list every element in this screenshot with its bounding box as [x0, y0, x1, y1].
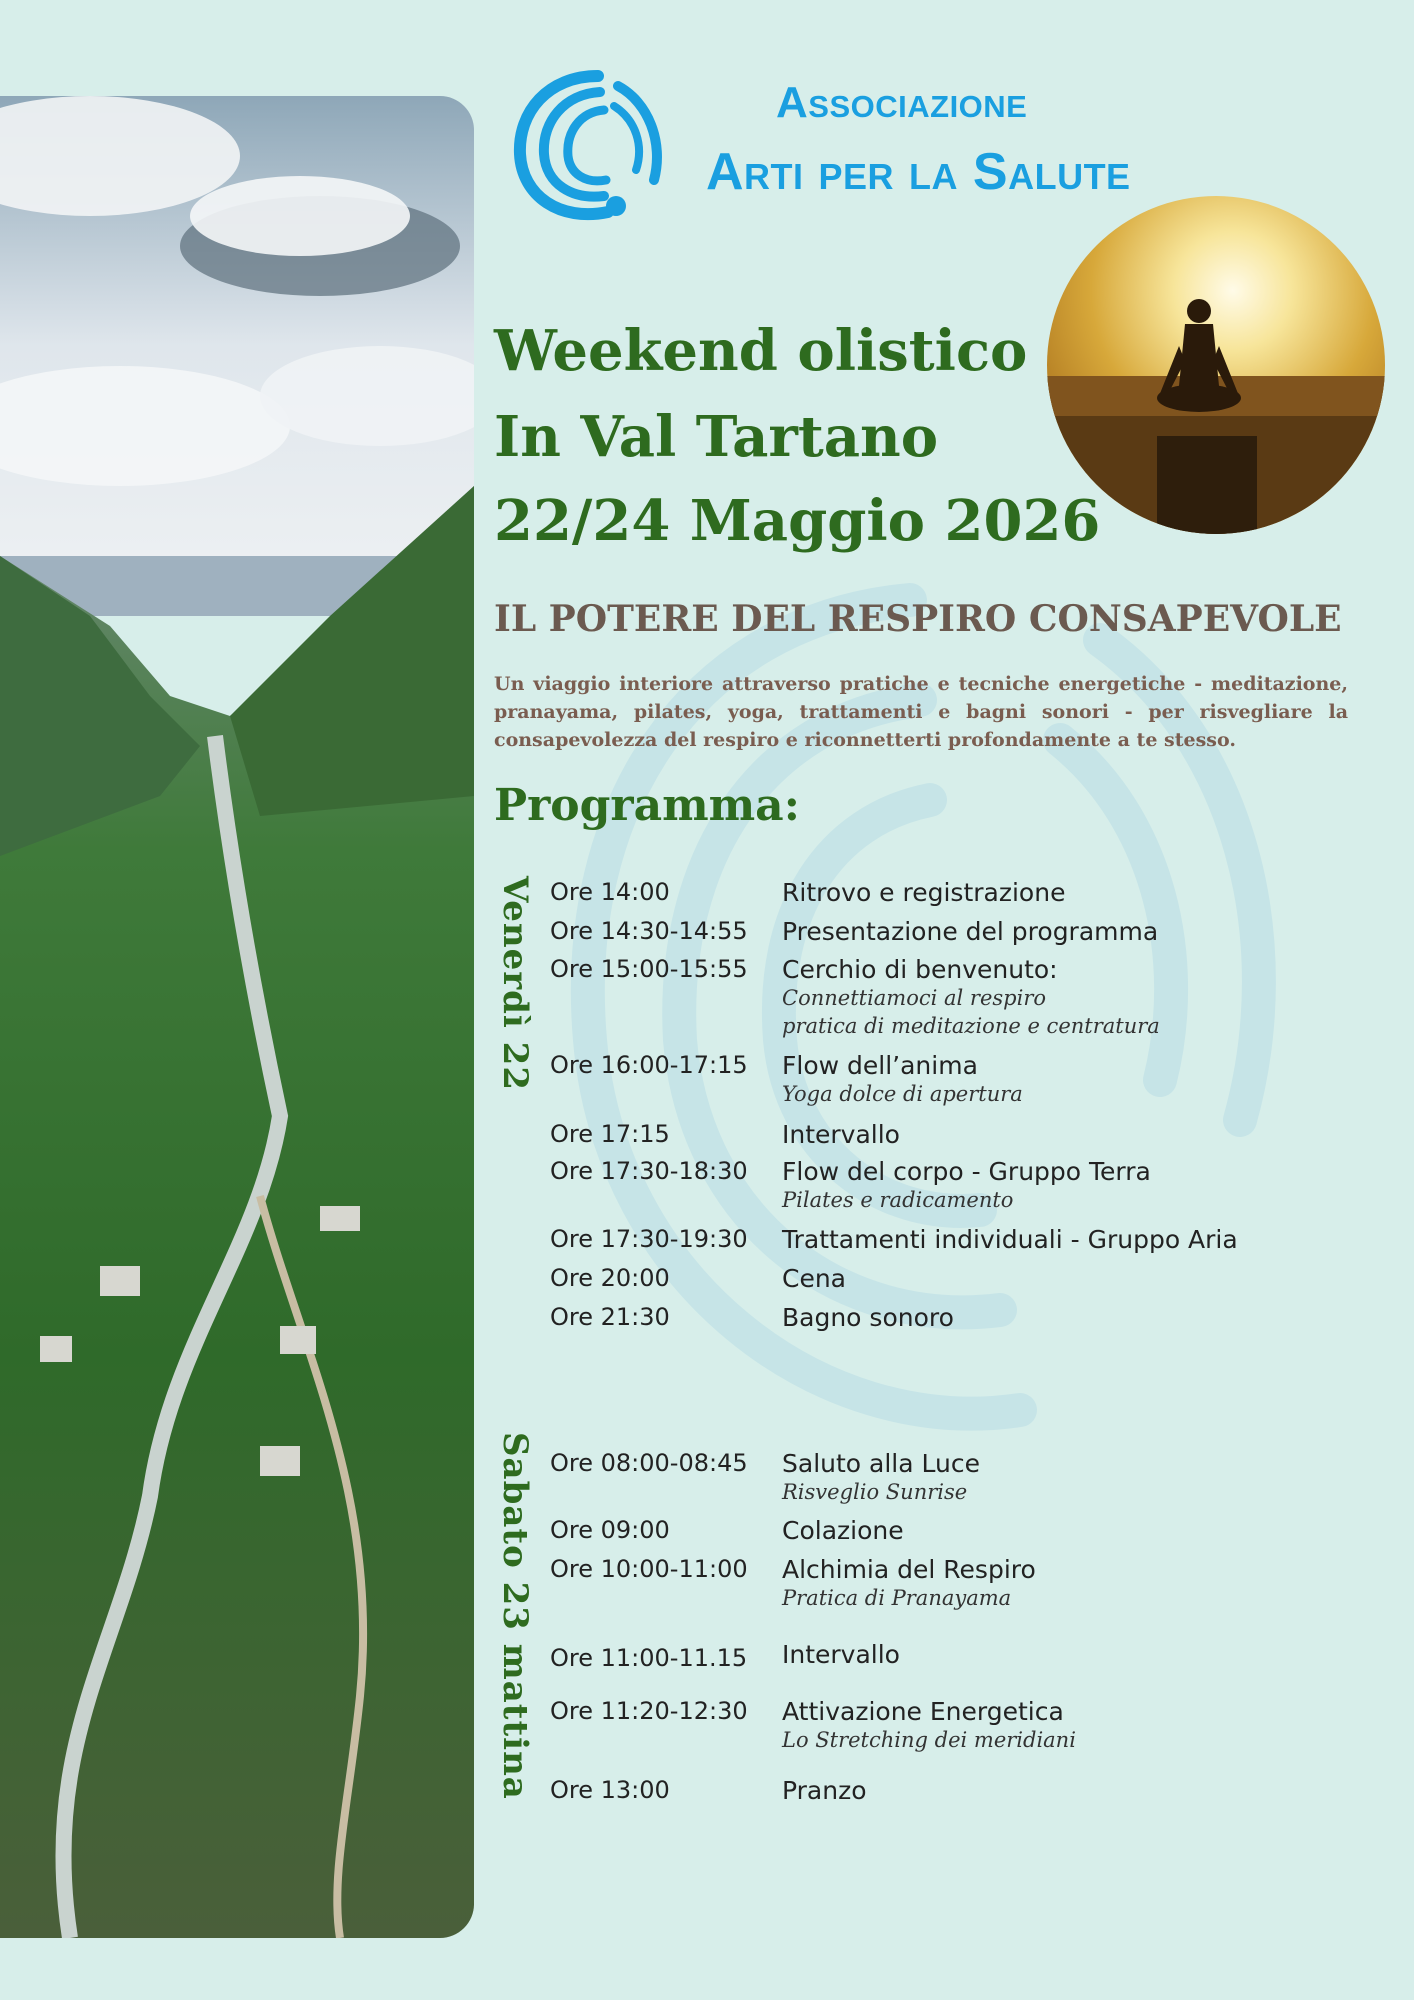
program-heading: Programma: [494, 780, 800, 831]
activity-title: Intervallo [782, 1640, 900, 1669]
schedule-time: Ore 11:00-11.15 [550, 1644, 748, 1672]
schedule-activity [782, 917, 1372, 946]
schedule-time: Ore 21:30 [550, 1303, 670, 1331]
activity-title: Alchimia del Respiro [782, 1555, 1036, 1584]
activity-title: Flow del corpo - Gruppo Terra [782, 1157, 1151, 1186]
schedule-activity [782, 1555, 1372, 1612]
association-name-line2: Arti per la Salute [706, 143, 1131, 201]
event-subtitle: IL POTERE DEL RESPIRO CONSAPEVOLE [494, 598, 1342, 640]
schedule-activity [782, 1051, 1372, 1108]
schedule-activity [782, 1303, 1372, 1332]
activity-subtitle: Risveglio Sunrise [782, 1480, 968, 1504]
activity-title: Presentazione del programma [782, 917, 1159, 946]
day-label-saturday: Sabato 23 mattina [495, 1432, 535, 1800]
schedule-time: Ore 17:15 [550, 1120, 670, 1148]
schedule-activity [782, 1157, 1372, 1214]
activity-title: Ritrovo e registrazione [782, 878, 1066, 907]
activity-subtitle: Pilates e radicamento [782, 1188, 1014, 1212]
schedule-activity [782, 878, 1372, 907]
activity-title: Attivazione Energetica [782, 1697, 1064, 1726]
activity-title: Cena [782, 1264, 847, 1293]
activity-subtitle: Lo Stretching dei meridiani [782, 1728, 1076, 1752]
schedule-time: Ore 08:00-08:45 [550, 1449, 748, 1477]
activity-subtitle: Yoga dolce di apertura [782, 1082, 1023, 1106]
schedule-activity [782, 1640, 1372, 1669]
schedule-time: Ore 10:00-11:00 [550, 1555, 748, 1583]
activity-title: Saluto alla Luce [782, 1449, 980, 1478]
schedule-time: Ore 20:00 [550, 1264, 670, 1292]
schedule-time: Ore 14:00 [550, 878, 670, 906]
event-title-line1: Weekend olistico [494, 318, 1028, 384]
activity-title: Trattamenti individuali - Gruppo Aria [782, 1225, 1238, 1254]
day-label-friday: Venerdì 22 [495, 876, 535, 1091]
activity-title: Cerchio di benvenuto: [782, 955, 1058, 984]
meditation-sunset-photo [1047, 196, 1385, 534]
schedule-activity [782, 1776, 1372, 1805]
schedule-activity [782, 1697, 1372, 1754]
schedule-time: Ore 11:20-12:30 [550, 1697, 748, 1725]
event-title-dates: 22/24 Maggio 2026 [494, 488, 1101, 554]
activity-title: Intervallo [782, 1120, 900, 1149]
schedule-activity [782, 1225, 1372, 1254]
activity-subtitle: Pratica di Pranayama [782, 1586, 1012, 1610]
activity-title: Colazione [782, 1516, 904, 1545]
activity-title: Flow dell’anima [782, 1051, 978, 1080]
schedule-activity [782, 1120, 1372, 1149]
shell-logo-icon [508, 62, 674, 228]
association-name-line1: Associazione [776, 78, 1028, 127]
schedule-time: Ore 13:00 [550, 1776, 670, 1804]
schedule-time: Ore 16:00-17:15 [550, 1051, 748, 1079]
schedule-time: Ore 15:00-15:55 [550, 955, 748, 983]
schedule-activity [782, 1264, 1372, 1293]
schedule-time: Ore 09:00 [550, 1516, 670, 1544]
mountain-valley-photo [0, 96, 474, 1938]
event-description: Un viaggio interiore attraverso pratiche e tecniche energetiche - meditazione, pranayama, pilates, yoga, trattamenti e bagni sonori - per risvegliare la consapevolezza del respiro e riconnetterti profondamente a te stesso. [494, 673, 1348, 751]
activity-subtitle: pratica di meditazione e centratura [782, 1014, 1160, 1038]
schedule-activity [782, 1516, 1372, 1545]
activity-title: Bagno sonoro [782, 1303, 954, 1332]
schedule-time: Ore 14:30-14:55 [550, 917, 748, 945]
activity-title: Pranzo [782, 1776, 867, 1805]
schedule-activity [782, 1449, 1372, 1506]
schedule-time: Ore 17:30-19:30 [550, 1225, 748, 1253]
schedule-time: Ore 17:30-18:30 [550, 1157, 748, 1185]
event-title-line2: In Val Tartano [494, 404, 939, 470]
activity-subtitle: Connettiamoci al respiro [782, 986, 1047, 1010]
schedule-activity [782, 955, 1372, 1040]
